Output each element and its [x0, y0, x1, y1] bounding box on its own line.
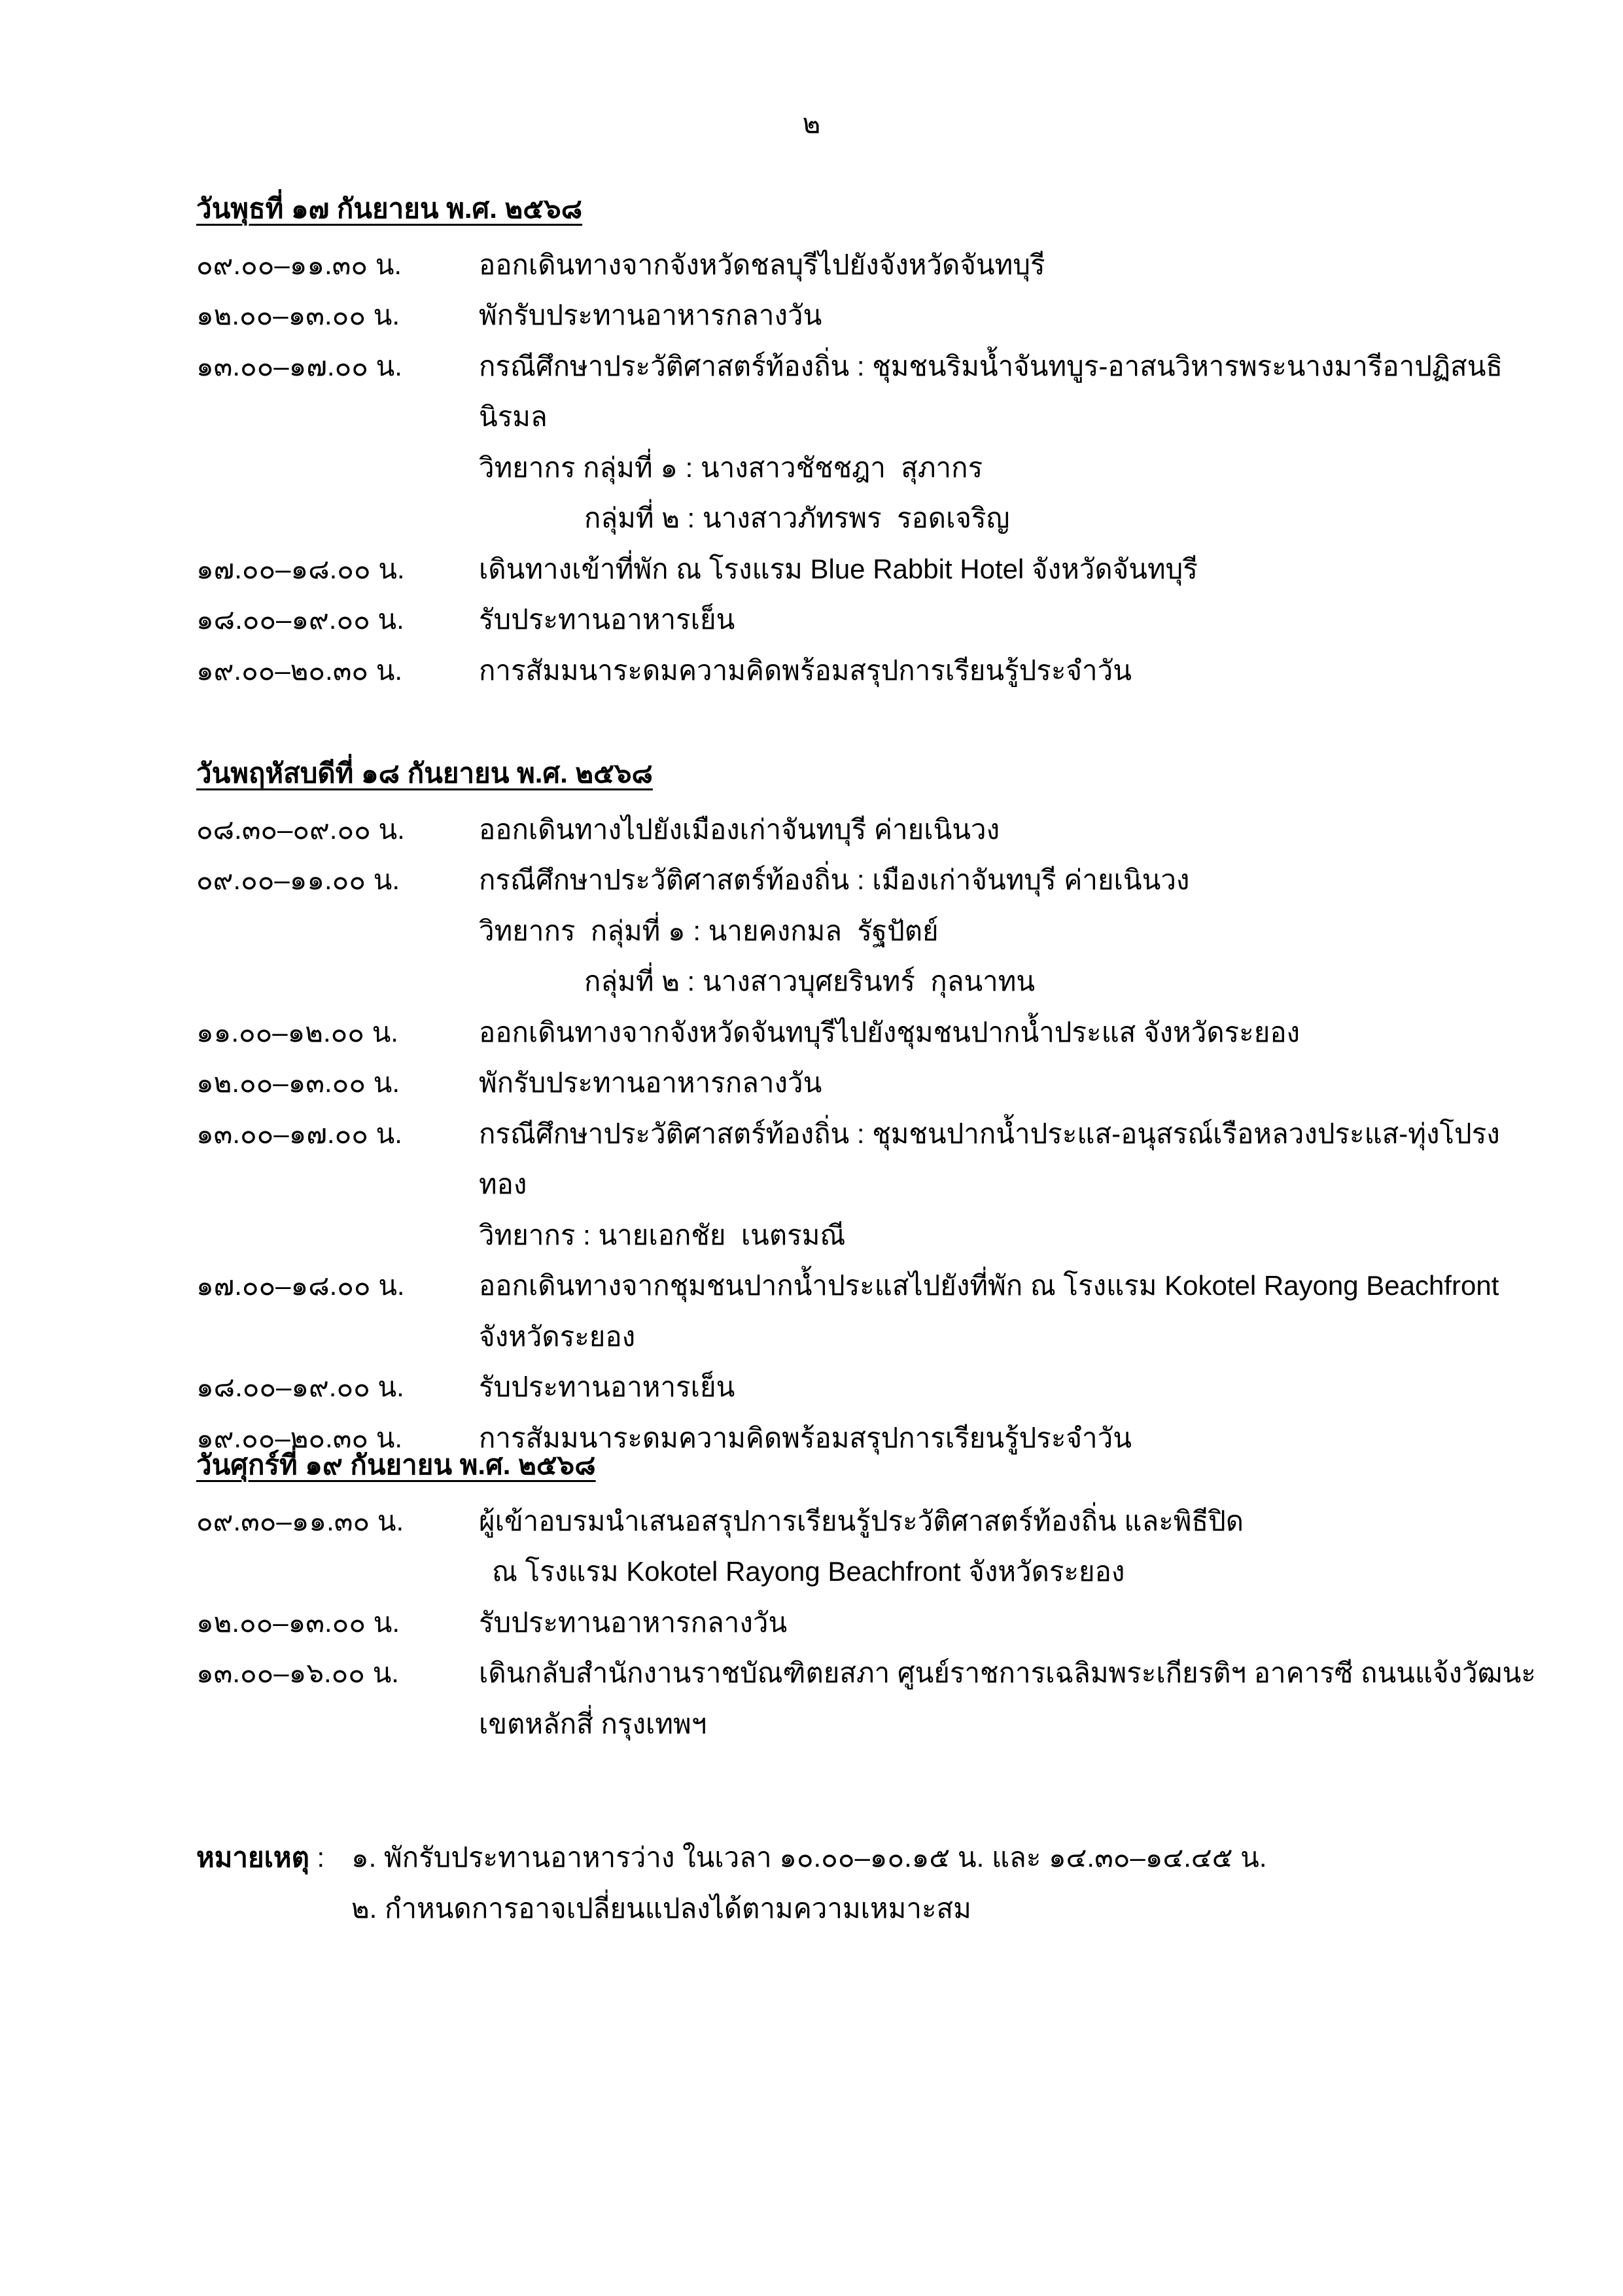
schedule-description: ออกเดินทางไปยังเมืองเก่าจันทบุรี ค่ายเนินวง: [479, 813, 1000, 845]
schedule-row: [196, 1260, 1544, 1311]
schedule-time: ๑๒.๐๐–๑๓.๐๐ น.: [196, 300, 400, 330]
schedule-time: ๑๘.๐๐–๑๙.๐๐ น.: [196, 1371, 404, 1402]
schedule-description: กลุ่มที่ ๒ : นางสาวภัทรพร รอดเจริญ: [584, 503, 1010, 533]
schedule-row: [196, 1648, 1544, 1699]
schedule-row: [196, 594, 1544, 645]
schedule-time: ๑๘.๐๐–๑๙.๐๐ น.: [196, 604, 404, 635]
schedule-row: [196, 1007, 1544, 1058]
schedule-time: ๑๒.๐๐–๑๓.๐๐ น.: [196, 1067, 400, 1098]
schedule-description: กรณีศึกษาประวัติศาสตร์ท้องถิ่น : ชุมชนปากน้ำประแส-อนุสรณ์เรือหลวงประแส-ทุ่งโปรงทอง: [479, 1118, 1500, 1199]
schedule-row: [196, 544, 1544, 595]
schedule-time: ๐๙.๐๐–๑๑.๐๐ น.: [196, 864, 400, 895]
schedule-row: [196, 855, 1544, 906]
schedule-row: [196, 1699, 1544, 1750]
schedule-time: ๑๓.๐๐–๑๖.๐๐ น.: [196, 1657, 399, 1688]
schedule-row: [196, 645, 1544, 696]
schedule-description: นิรมล: [479, 401, 548, 432]
schedule-description: เดินทางเข้าที่พัก ณ โรงแรม Blue Rabbit Hotel จังหวัดจันทบุรี: [479, 553, 1198, 584]
schedule-row: [196, 493, 1544, 544]
schedule-row: [196, 239, 1544, 291]
schedule-description: ออกเดินทางจากชุมชนปากน้ำประแสไปยังที่พัก ณ โรงแรม Kokotel Rayong Beachfront: [479, 1270, 1499, 1301]
schedule-description: จังหวัดระยอง: [479, 1320, 636, 1352]
schedule-row: [196, 1057, 1544, 1108]
schedule-row: [196, 391, 1544, 442]
schedule-row: [196, 1597, 1544, 1648]
schedule-row: [196, 804, 1544, 855]
day-section: [196, 1439, 1544, 1749]
page-number: ๒: [802, 108, 821, 139]
notes-items: [351, 1832, 1544, 1934]
schedule-time: ๑๗.๐๐–๑๘.๐๐ น.: [196, 553, 405, 584]
schedule-row: [196, 290, 1544, 341]
schedule-description: รับประทานอาหารกลางวัน: [479, 1606, 788, 1638]
schedule-description: เดินกลับสำนักงานราชบัณฑิตยสภา ศูนย์ราชการเฉลิมพระเกียรติฯ อาคารซี ถนนแจ้งวัฒนะ: [479, 1657, 1536, 1688]
schedule-time: ๑๙.๐๐–๒๐.๓๐ น.: [196, 654, 403, 686]
notes-label: [196, 1832, 351, 1883]
schedule-description: กรณีศึกษาประวัติศาสตร์ท้องถิ่น : เมืองเก่าจันทบุรี ค่ายเนินวง: [479, 864, 1190, 895]
notes-block: [196, 1832, 1544, 1934]
schedule-description: การสัมมนาระดมความคิดพร้อมสรุปการเรียนรู้ประจำวัน: [479, 1422, 1132, 1453]
notes-label-separator: :: [309, 1842, 325, 1873]
note-item: ๒. กำหนดการอาจเปลี่ยนแปลงได้ตามความเหมาะสม: [351, 1892, 971, 1924]
schedule-time: ๐๘.๓๐–๐๙.๐๐ น.: [196, 813, 405, 845]
schedule-row: [196, 1210, 1544, 1261]
day-section-title: วันศุกร์ที่ ๑๙ กันยายน พ.ศ. ๒๕๖๘: [196, 1449, 596, 1480]
note-item: ๑. พักรับประทานอาหารว่าง ในเวลา ๑๐.๐๐–๑๐.๑๕ น. และ ๑๔.๓๐–๑๔.๔๕ น.: [351, 1842, 1267, 1873]
schedule-row: [196, 1362, 1544, 1413]
schedule-row: [196, 956, 1544, 1007]
schedule-description: วิทยากร กลุ่มที่ ๑ : นางสาวชัชชฎา สุภากร: [479, 451, 983, 483]
schedule-description: กลุ่มที่ ๒ : นางสาวบุศยรินทร์ กุลนาทน: [584, 966, 1036, 997]
schedule-description: พักรับประทานอาหารกลางวัน: [479, 300, 822, 330]
schedule-time: ๑๓.๐๐–๑๗.๐๐ น.: [196, 1118, 402, 1149]
schedule-description: รับประทานอาหารเย็น: [479, 1371, 735, 1402]
schedule-time: ๑๓.๐๐–๑๗.๐๐ น.: [196, 350, 402, 381]
day-section-title: วันพฤหัสบดีที่ ๑๘ กันยายน พ.ศ. ๒๕๖๘: [196, 758, 653, 788]
schedule-time: ๐๙.๓๐–๑๑.๓๐ น.: [196, 1505, 404, 1536]
day-section: [196, 183, 1544, 696]
schedule-time: ๑๒.๐๐–๑๓.๐๐ น.: [196, 1606, 400, 1638]
schedule-row: [196, 906, 1544, 957]
schedule-row: [196, 1108, 1544, 1210]
day-section-title: วันพุธที่ ๑๗ กันยายน พ.ศ. ๒๕๖๘: [196, 193, 583, 224]
schedule-row: [196, 341, 1544, 392]
schedule-description: วิทยากร : นายเอกชัย เนตรมณี: [479, 1219, 846, 1250]
schedule-time: ๑๙.๐๐–๒๐.๓๐ น.: [196, 1422, 403, 1453]
schedule-time: ๑๗.๐๐–๑๘.๐๐ น.: [196, 1270, 405, 1301]
schedule-description: วิทยากร กลุ่มที่ ๑ : นายคงกมล รัฐปัตย์: [479, 915, 939, 946]
schedule-row: [196, 1546, 1544, 1597]
schedule-description: ออกเดินทางจากจังหวัดชลบุรีไปยังจังหวัดจันทบุรี: [479, 249, 1045, 280]
schedule-description: ออกเดินทางจากจังหวัดจันทบุรีไปยังชุมชนปากน้ำประแส จังหวัดระยอง: [479, 1016, 1300, 1048]
schedule-description: พักรับประทานอาหารกลางวัน: [479, 1067, 822, 1098]
schedule-description: กรณีศึกษาประวัติศาสตร์ท้องถิ่น : ชุมชนริมน้ำจันทบูร-อาสนวิหารพระนางมารีอาปฏิสนธิ: [479, 350, 1503, 381]
schedule-description: รับประทานอาหารเย็น: [479, 604, 735, 635]
schedule-row: [196, 1496, 1544, 1547]
notes-label-text: หมายเหตุ: [196, 1842, 309, 1873]
schedule-row: [196, 1311, 1544, 1362]
schedule-description: ณ โรงแรม Kokotel Rayong Beachfront จังหวัดระยอง: [492, 1556, 1125, 1587]
schedule-time: ๑๑.๐๐–๑๒.๐๐ น.: [196, 1016, 398, 1048]
day-section: [196, 748, 1544, 1463]
schedule-row: [196, 442, 1544, 493]
schedule-description: การสัมมนาระดมความคิดพร้อมสรุปการเรียนรู้ประจำวัน: [479, 654, 1132, 686]
schedule-description: ผู้เข้าอบรมนำเสนอสรุปการเรียนรู้ประวัติศาสตร์ท้องถิ่น และพิธีปิด: [479, 1505, 1244, 1536]
schedule-description: เขตหลักสี่ กรุงเทพฯ: [479, 1708, 707, 1739]
schedule-time: ๐๙.๐๐–๑๑.๓๐ น.: [196, 249, 402, 280]
